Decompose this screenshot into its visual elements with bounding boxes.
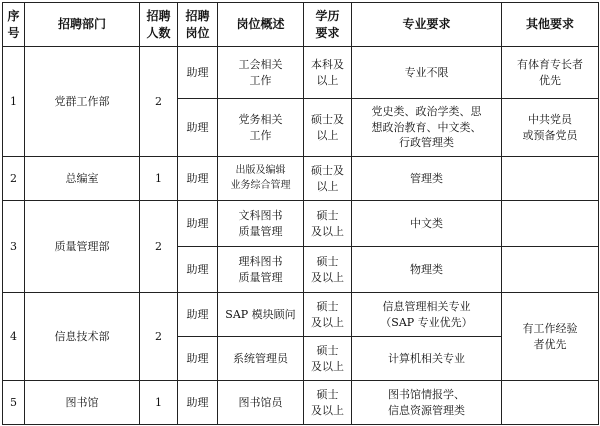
table-row [3, 201, 599, 247]
row-other [502, 157, 599, 201]
header-major: 专业要求 [352, 3, 502, 47]
row-desc: 系统管理员 [218, 337, 304, 381]
row-other [502, 247, 599, 293]
row-desc: 理科图书 质量管理 [218, 247, 304, 293]
row-other: 中共党员 或预备党员 [502, 99, 599, 157]
row-pos: 助理 [178, 247, 218, 293]
row-other: 有工作经验 者优先 [502, 293, 599, 381]
row-pos: 助理 [178, 99, 218, 157]
row-edu: 硕士 及以上 [304, 201, 352, 247]
row-edu: 硕士 及以上 [304, 381, 352, 425]
row-major: 党史类、政治学类、思 想政治教育、中文类、 行政管理类 [352, 99, 502, 157]
row-desc: 出版及编辑 业务综合管理 [218, 157, 304, 201]
row-major: 中文类 [352, 201, 502, 247]
row-major: 计算机相关专业 [352, 337, 502, 381]
table-row [3, 293, 599, 337]
row-edu: 硕士 及以上 [304, 337, 352, 381]
row-num: 1 [140, 381, 178, 425]
row-pos: 助理 [178, 157, 218, 201]
row-other [502, 201, 599, 247]
row-edu: 硕士及 以上 [304, 99, 352, 157]
row-pos: 助理 [178, 47, 218, 99]
table-row [3, 47, 599, 99]
row-num: 2 [140, 201, 178, 293]
row-major: 专业不限 [352, 47, 502, 99]
row-desc: 工会相关 工作 [218, 47, 304, 99]
row-other: 有体育专长者 优先 [502, 47, 599, 99]
row-major: 物理类 [352, 247, 502, 293]
row-desc: SAP 模块顾问 [218, 293, 304, 337]
header-pos: 招聘 岗位 [178, 3, 218, 47]
recruitment-table [2, 2, 599, 425]
row-no: 5 [3, 381, 25, 425]
header-dept: 招聘部门 [25, 3, 140, 47]
row-edu: 本科及 以上 [304, 47, 352, 99]
header-row [3, 3, 599, 47]
row-dept: 图书馆 [25, 381, 140, 425]
header-desc: 岗位概述 [218, 3, 304, 47]
row-major: 图书馆情报学、 信息资源管理类 [352, 381, 502, 425]
row-edu: 硕士 及以上 [304, 293, 352, 337]
row-desc: 党务相关 工作 [218, 99, 304, 157]
header-other: 其他要求 [502, 3, 599, 47]
row-no: 1 [3, 47, 25, 157]
row-no: 3 [3, 201, 25, 293]
header-num: 招聘 人数 [140, 3, 178, 47]
row-major: 管理类 [352, 157, 502, 201]
row-desc: 图书馆员 [218, 381, 304, 425]
table-row [3, 381, 599, 425]
row-pos: 助理 [178, 337, 218, 381]
row-major: 信息管理相关专业 （SAP 专业优先） [352, 293, 502, 337]
row-dept: 党群工作部 [25, 47, 140, 157]
row-no: 4 [3, 293, 25, 381]
row-pos: 助理 [178, 381, 218, 425]
row-pos: 助理 [178, 201, 218, 247]
row-other [502, 381, 599, 425]
row-pos: 助理 [178, 293, 218, 337]
row-num: 1 [140, 157, 178, 201]
row-num: 2 [140, 47, 178, 157]
row-edu: 硕士 及以上 [304, 247, 352, 293]
row-no: 2 [3, 157, 25, 201]
row-desc: 文科图书 质量管理 [218, 201, 304, 247]
row-edu: 硕士及 以上 [304, 157, 352, 201]
row-dept: 总编室 [25, 157, 140, 201]
row-dept: 信息技术部 [25, 293, 140, 381]
header-no: 序 号 [3, 3, 25, 47]
table-row [3, 157, 599, 201]
row-dept: 质量管理部 [25, 201, 140, 293]
row-num: 2 [140, 293, 178, 381]
header-edu: 学历 要求 [304, 3, 352, 47]
